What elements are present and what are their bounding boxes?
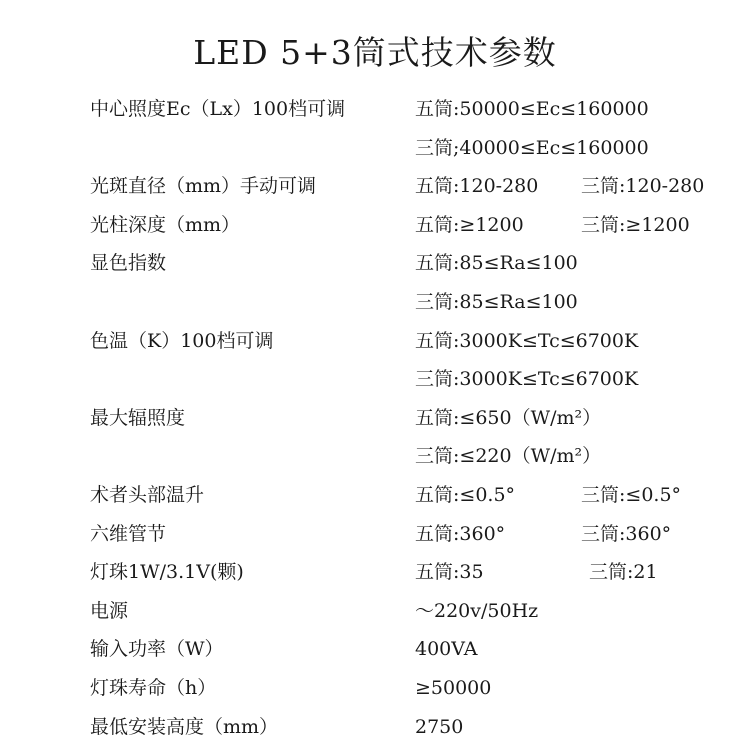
spec-value: 三筒:3000K≤Tc≤6700K <box>415 368 639 391</box>
spec-value-secondary: 三筒:≤0.5° <box>581 483 682 506</box>
spec-row <box>0 167 750 206</box>
spec-row <box>0 90 750 129</box>
spec-value: 五筒:35 <box>415 561 484 584</box>
spec-label: 最大辐照度 <box>90 406 186 429</box>
spec-label: 电源 <box>90 599 129 622</box>
spec-label: 灯珠1W/3.1V(颗) <box>90 561 244 584</box>
spec-value: 五筒:≤0.5° <box>415 483 516 506</box>
spec-row <box>0 399 750 438</box>
spec-value: 五筒:≥1200 <box>415 213 524 236</box>
spec-value: 三筒:≤220（W/m²） <box>415 445 602 468</box>
spec-row <box>0 360 750 399</box>
spec-table <box>0 90 750 746</box>
spec-value: 五筒:120-280 <box>415 175 539 198</box>
spec-label: 最低安装高度（mm） <box>90 715 279 738</box>
page-title: LED 5+3筒式技术参数 <box>193 33 557 72</box>
spec-label: 输入功率（W） <box>90 638 224 661</box>
spec-value-secondary: 三筒:≥1200 <box>581 213 690 236</box>
spec-row <box>0 669 750 708</box>
spec-row <box>0 244 750 283</box>
spec-row <box>0 476 750 515</box>
spec-row <box>0 515 750 554</box>
spec-value: 五筒:360° <box>415 522 506 545</box>
spec-row <box>0 283 750 322</box>
spec-value: 五筒:3000K≤Tc≤6700K <box>415 329 639 352</box>
spec-value: 三筒;40000≤Ec≤160000 <box>415 136 649 159</box>
spec-row <box>0 708 750 747</box>
spec-value-secondary: 三筒:120-280 <box>581 175 705 198</box>
spec-row <box>0 322 750 361</box>
spec-label: 术者头部温升 <box>90 483 205 506</box>
spec-row <box>0 630 750 669</box>
spec-label: 中心照度Ec（Lx）100档可调 <box>90 98 346 120</box>
spec-value-secondary: 三筒:21 <box>589 561 658 584</box>
spec-value: 三筒:85≤Ra≤100 <box>415 290 578 313</box>
spec-value: ≥50000 <box>415 676 492 699</box>
spec-label: 灯珠寿命（h） <box>90 676 217 699</box>
spec-label: 六维管节 <box>90 522 167 545</box>
spec-row <box>0 206 750 245</box>
spec-label: 显色指数 <box>90 252 167 275</box>
spec-value: ～220v/50Hz <box>415 599 539 622</box>
spec-value-secondary: 三筒:360° <box>581 522 672 545</box>
spec-row <box>0 437 750 476</box>
spec-label: 色温（K）100档可调 <box>90 329 274 352</box>
spec-value: 五筒:≤650（W/m²） <box>415 406 602 429</box>
spec-row <box>0 129 750 168</box>
spec-row <box>0 592 750 631</box>
spec-row <box>0 553 750 592</box>
spec-label: 光斑直径（mm）手动可调 <box>90 175 317 198</box>
spec-value: 五筒:85≤Ra≤100 <box>415 252 578 275</box>
spec-value: 400VA <box>415 638 478 661</box>
spec-label: 光柱深度（mm） <box>90 213 241 236</box>
spec-value: 五筒:50000≤Ec≤160000 <box>415 98 649 120</box>
spec-value: 2750 <box>415 715 464 738</box>
